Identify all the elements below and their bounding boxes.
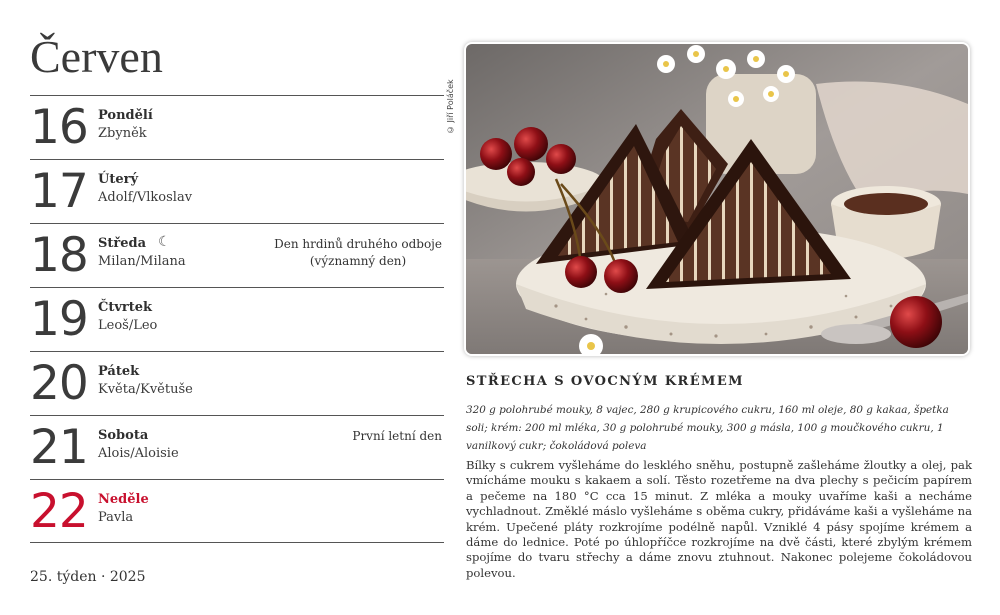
day-number: 20 — [30, 356, 88, 411]
day-name: Neděle — [98, 492, 149, 507]
recipe-method: Bílky s cukrem vyšleháme do lesklého sněhu, postupně zašleháme žloutky a olej, pak vmícháme mouku s kakaem a solí. Těsto rozetřeme na dva plechy s pečicím papírem a pečeme na 180 °C cca 15 minut. Z mléka a mouky uvaříme kaši a necháme vychladnout. Změklé máslo vyšleháme s oběma cukry, přidáváme kaši a vyšleháme na krém. Upečené pláty rozkrojíme podélně napůl. Vzniklé 4 pásy spojíme krémem a dáme do lednice. Poté po úhlopříčce rozkrojíme na dvě části, které zbylým krémem spojíme do tvaru střechy a dáme znovu ztuhnout. Nakonec polejeme čokoládovou polevou. — [466, 458, 972, 580]
day-number: 19 — [30, 292, 88, 347]
day-row-sunday — [30, 479, 444, 543]
name-day: Pavla — [98, 510, 134, 525]
day-number: 18 — [30, 228, 88, 283]
name-day: Adolf/Vlkoslav — [98, 190, 193, 205]
recipe-ingredients: 320 g polohrubé mouky, 8 vajec, 280 g krupicového cukru, 160 ml oleje, 80 g kakaa, špetka soli; krém: 200 ml mléka, 30 g polohrubé mouky, 300 g másla, 100 g moučkového cukru, 1 vanilkový cukr; čokoládová poleva — [466, 404, 949, 452]
day-name: Středa — [98, 236, 147, 251]
day-row — [30, 287, 444, 351]
day-number: 17 — [30, 164, 88, 219]
day-name: Pátek — [98, 364, 140, 379]
recipe-title: STŘECHA S OVOCNÝM KRÉMEM — [466, 374, 744, 389]
day-row — [30, 351, 444, 415]
day-list — [30, 95, 444, 543]
week-label: 25. týden · 2025 — [30, 569, 146, 585]
name-day: Leoš/Leo — [98, 318, 158, 333]
day-row — [30, 415, 444, 479]
day-name: Sobota — [98, 428, 149, 443]
moon-phase-icon: ☾ — [158, 234, 171, 250]
name-day: Zbyněk — [98, 126, 147, 141]
day-note-line: (významný den) — [309, 254, 407, 268]
day-name: Pondělí — [98, 108, 153, 123]
day-note-line: Den hrdinů druhého odboje — [274, 237, 442, 251]
photo-credit: © Jiří Poláček — [446, 79, 455, 134]
day-row — [30, 159, 444, 223]
day-note — [274, 236, 442, 270]
day-number: 21 — [30, 420, 88, 475]
day-name: Úterý — [98, 172, 139, 187]
day-row — [30, 95, 444, 159]
day-note-line: První letní den — [352, 429, 442, 443]
recipe-photo — [466, 44, 968, 354]
day-number: 16 — [30, 100, 88, 155]
day-row — [30, 223, 444, 287]
month-title: Červen — [30, 31, 163, 82]
day-number: 22 — [30, 484, 88, 539]
day-name: Čtvrtek — [98, 300, 153, 315]
name-day: Květa/Květuše — [98, 382, 193, 397]
cake-illustration — [466, 44, 968, 354]
name-day: Alois/Aloisie — [98, 446, 179, 461]
name-day: Milan/Milana — [98, 254, 186, 269]
day-note — [352, 428, 442, 445]
